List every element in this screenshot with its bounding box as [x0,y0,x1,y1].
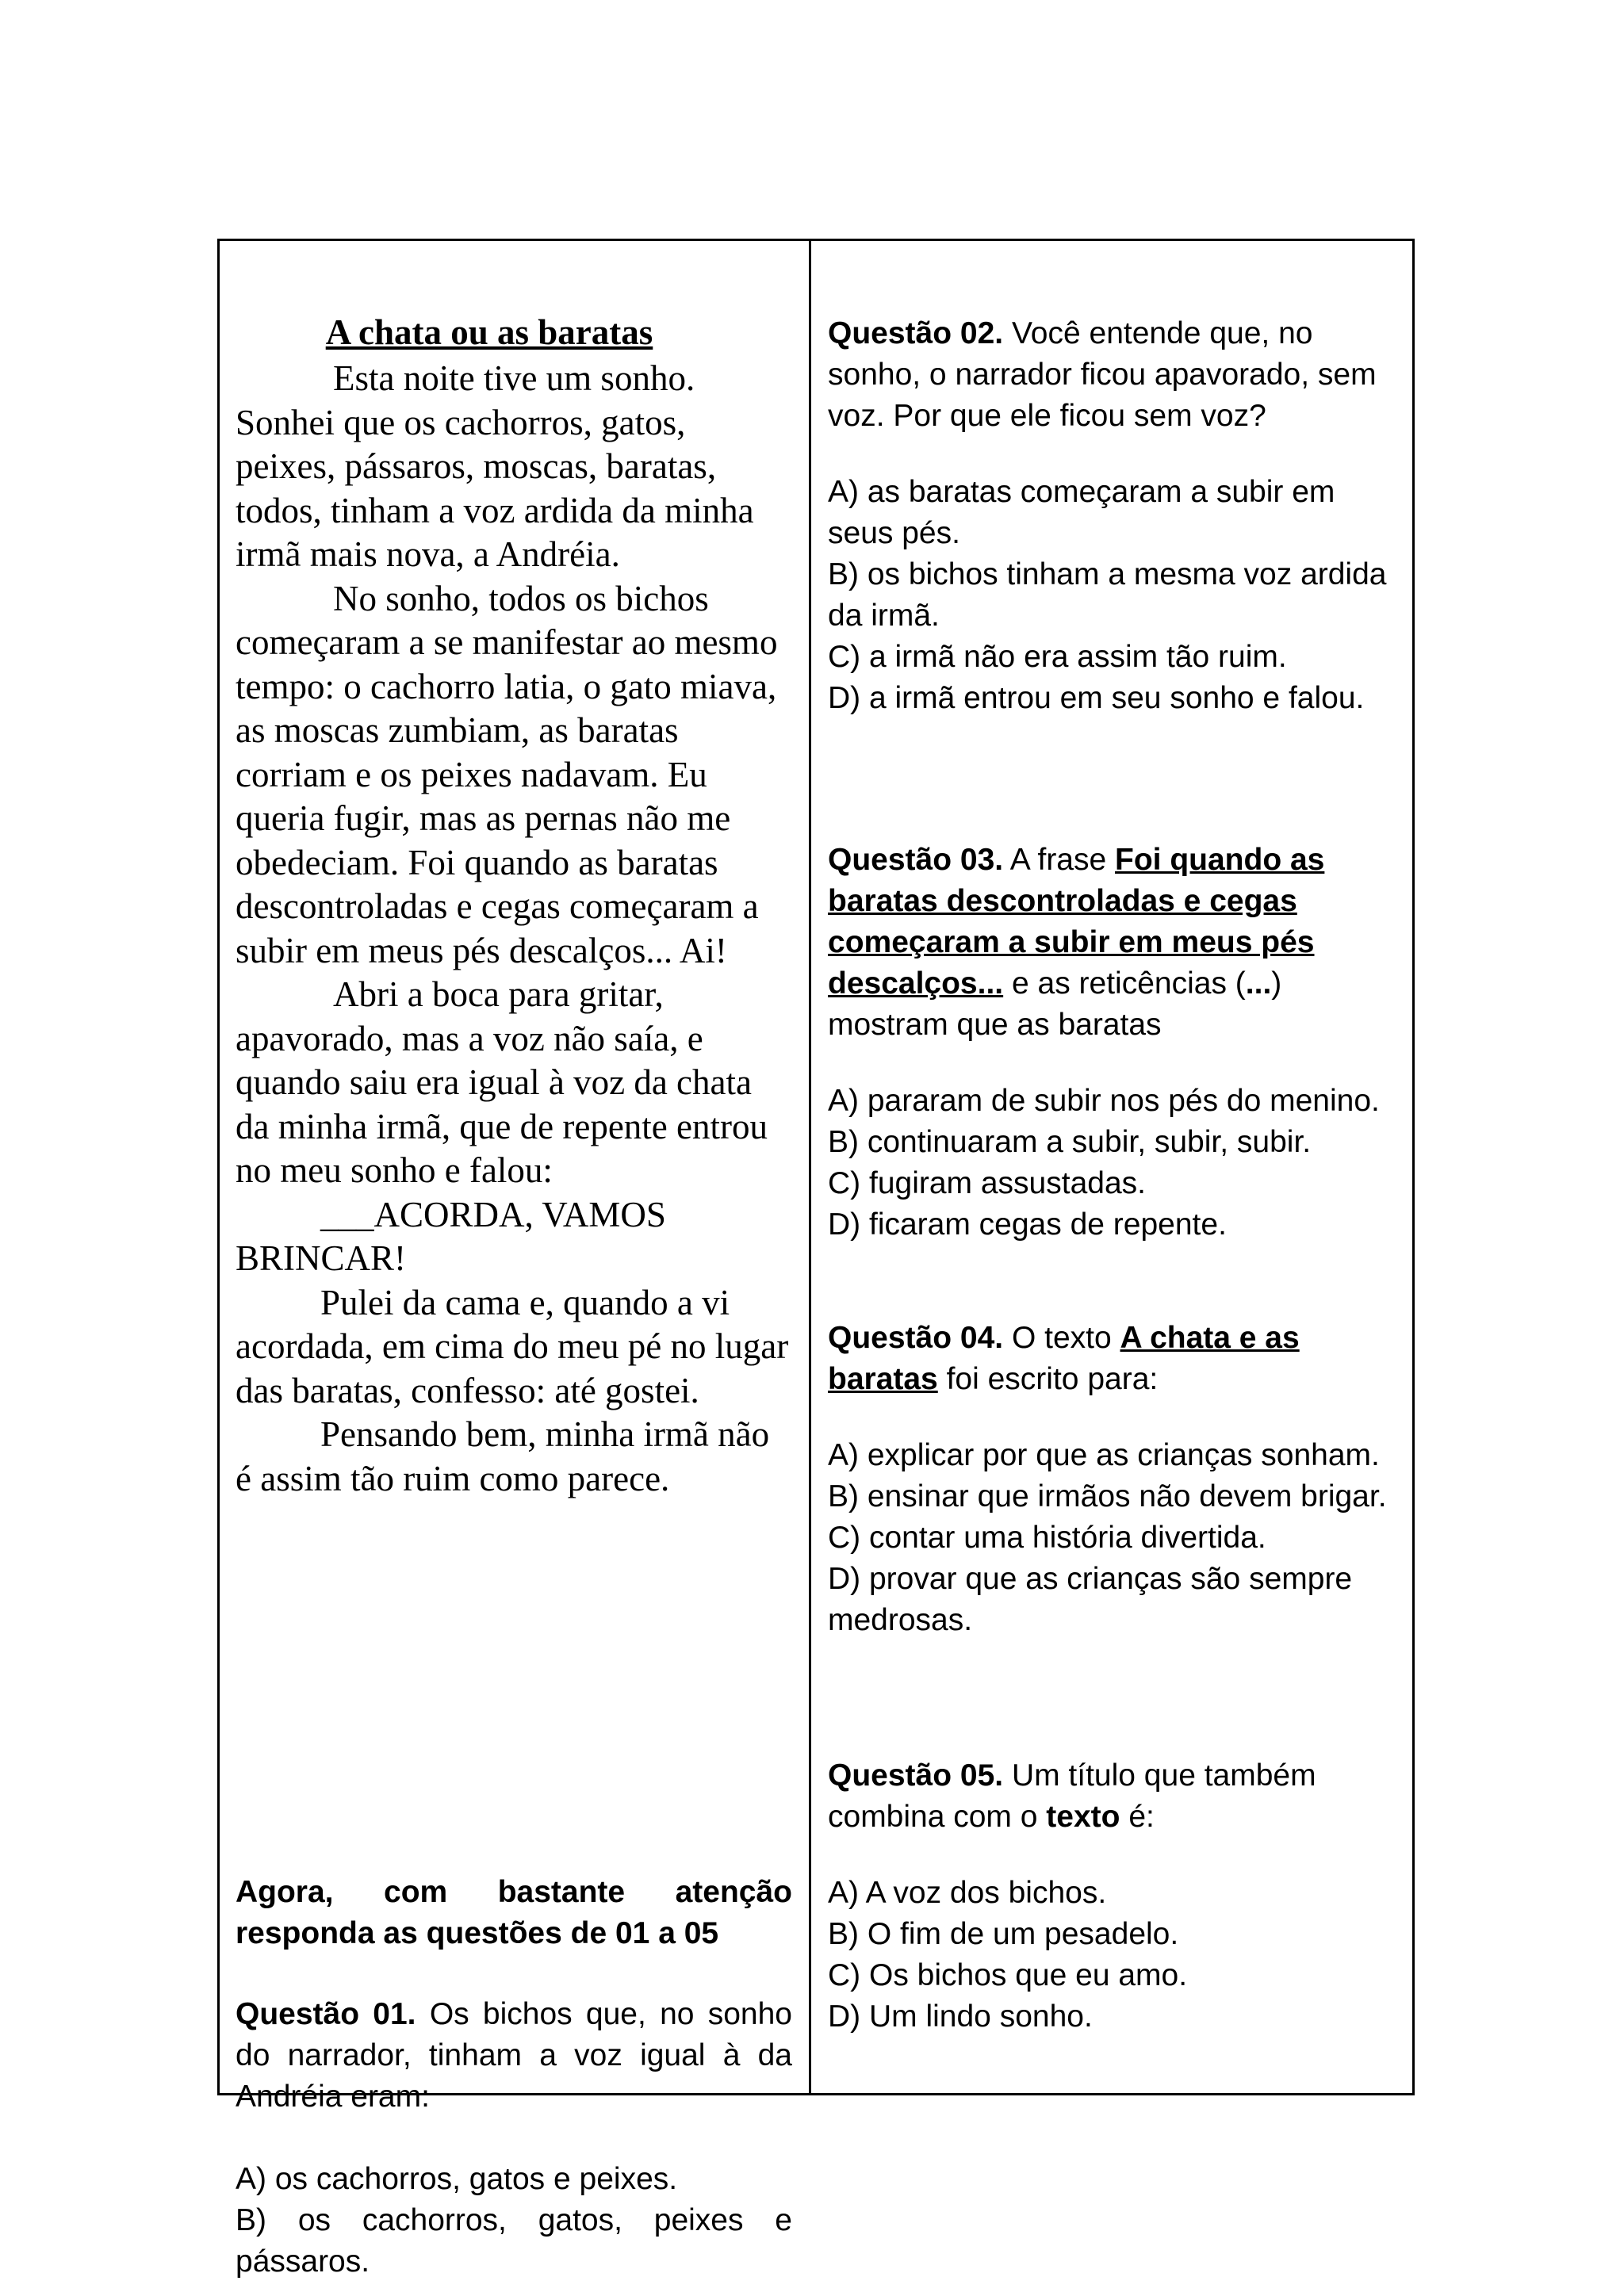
question-text: O texto [1011,1321,1112,1355]
option-a: A) os cachorros, gatos e peixes. [236,2162,678,2196]
story-paragraph: Esta noite tive um sonho. Sonhei que os cachorros, gatos, peixes, pássaros, moscas, baratas, todos, tinham a voz ardida da minha irmã mais nova, a Andréia. [236,358,754,574]
option-b: B) O fim de um pesadelo. [828,1917,1179,1951]
question-text: Um título que também combina com o [828,1758,1316,1834]
question-02 [828,313,1405,719]
option-c: C) contar uma história divertida. [828,1521,1266,1555]
option-c: C) fugiram assustadas. [828,1166,1146,1200]
question-text: foi escrito para: [946,1362,1159,1396]
story-paragraph: Pulei da cama e, quando a vi acordada, em cima do meu pé no lugar das baratas, confesso: até gostei. [236,1282,789,1410]
option-b: B) ensinar que irmãos não devem brigar. [828,1479,1387,1513]
question-label: Questão 04. [828,1321,1004,1355]
option-d: D) Um lindo sonho. [828,1999,1093,2034]
quoted-phrase: Foi quando as baratas descontroladas e cegas começaram a subir em meus pés descalços... [828,843,1325,1001]
worksheet-table [217,239,1415,2279]
question-text: ) mostram que as baratas [828,966,1282,1042]
bold-word: texto [1046,1800,1120,1834]
option-a: A) explicar por que as crianças sonham. [828,1438,1380,1472]
question-label: Questão 03. [828,843,1004,877]
question-04 [828,1318,1405,1641]
column-divider [809,241,811,2093]
option-d: D) a irmã entrou em seu sonho e falou. [828,681,1365,715]
option-d: D) provar que as crianças são sempre medrosas. [828,1562,1353,1637]
story-paragraph: Pensando bem, minha irmã não é assim tão ruim como parece. [236,1414,770,1498]
option-a: A) as baratas começaram a subir em seus pés. [828,475,1335,550]
instruction-text: Agora, com bastante atenção responda as questões de 01 a 05 [236,1875,792,1950]
question-text: e as reticências ( [1011,966,1246,1001]
instruction [236,1872,792,1954]
question-text: é: [1128,1800,1155,1834]
story-paragraph: ___ACORDA, VAMOS BRINCAR! [236,1194,666,1278]
option-c: C) a irmã não era assim tão ruim. [828,640,1287,674]
option-c: C) Os bichos que eu amo. [828,1958,1188,1992]
question-text: Os bichos que, no sonho do narrador, tinham a voz igual à da Andréia eram: [236,1997,792,2114]
option-b: B) os cachorros, gatos, peixes e pássaros. [236,2203,792,2279]
ellipsis: ... [1245,966,1272,1001]
story-title: A chata ou as baratas [325,312,653,352]
option-b: B) continuaram a subir, subir, subir. [828,1125,1312,1159]
question-05 [828,1755,1405,2038]
option-a: A) pararam de subir nos pés do menino. [828,1084,1380,1118]
option-a: A) A voz dos bichos. [828,1876,1107,1910]
question-label: Questão 05. [828,1758,1004,1793]
question-label: Questão 01. [236,1997,416,2031]
story-paragraph: Abri a boca para gritar, apavorado, mas a voz não saía, e quando saiu era igual à voz da chata da minha irmã, que de repente entrou no meu sonho e falou: [236,974,768,1190]
story-paragraph: No sonho, todos os bichos começaram a se manifestar ao mesmo tempo: o cachorro latia, o gato miava, as moscas zumbiam, as baratas corriam e os peixes nadavam. Eu queria fugir, mas as pernas não me obedeciam. Foi quando as baratas descontroladas e cegas começaram a subir em meus pés descalços... Ai! [236,578,778,970]
quoted-title: A chata e as baratas [828,1321,1300,1396]
option-d: D) ficaram cegas de repente. [828,1207,1227,1242]
option-b: B) os bichos tinham a mesma voz ardida da irmã. [828,557,1387,633]
question-label: Questão 02. [828,316,1004,350]
story-text [236,357,791,1501]
question-01 [236,1994,792,2283]
question-03 [828,840,1405,1246]
question-text: A frase [1009,843,1107,877]
question-text: Você entende que, no sonho, o narrador ficou apavorado, sem voz. Por que ele ficou sem voz? [828,316,1377,433]
